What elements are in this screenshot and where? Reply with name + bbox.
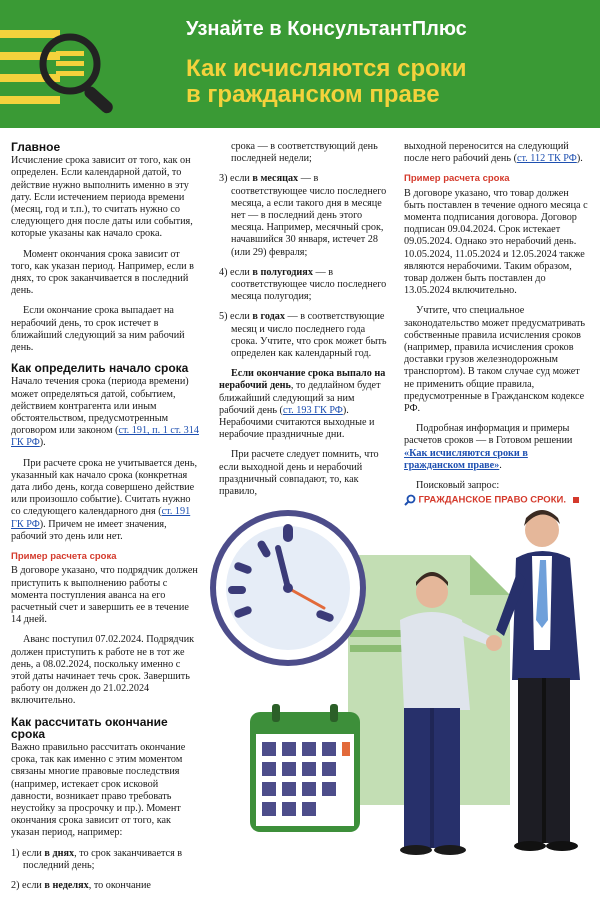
list-item: 5) если в годах — в соответствующие месяц и число последнего года срока. Учтите, что срок может быть определен как календарный год.: [219, 311, 387, 360]
column-3: [404, 141, 590, 507]
example-text: В договоре указано, что подрядчик должен приступить к выполнению работы с момента поступления аванса на его расчетный счет и завершить ее в течение 14 дней.: [11, 565, 198, 626]
search-label: Поисковый запрос:: [416, 480, 500, 492]
paragraph: При расчете следует помнить, что если выходной день и нерабочий праздничный совпадают, то, как правило,: [219, 449, 379, 498]
example-title: Пример расчета срока: [404, 173, 510, 185]
paragraph: Учтите, что специальное законодательство может предусматривать собственные правила исчисления сроков (например, правила исчисления сроков доставки грузов железнодорожным транспортом). В таком случае суд может не применить общие правила, предусмотренные в Гражданском кодексе РФ.: [404, 305, 586, 415]
heading-start: Как определить начало срока: [11, 361, 189, 376]
search-query[interactable]: ГРАЖДАНСКОЕ ПРАВО СРОКИ.: [418, 494, 566, 506]
list-item: 1) если в днях, то срок заканчивается в последний день;: [11, 847, 183, 871]
calendar-icon: [250, 704, 360, 832]
column-1: [11, 141, 199, 900]
paragraph: Если окончание срока выпадает на нерабочий день, то срок истечет в ближайший следующий за ним рабочий день.: [11, 305, 185, 354]
header-title: Узнайте в КонсультантПлюс: [186, 18, 467, 40]
paragraph: Исчисление срока зависит от того, как он определен. Если календарной датой, то действие нужно выполнить именно в эту дату. Если истечением периода времени (месяц, год и т.п.), то считать нужно со следующего дня после даты или события, которые указаны как начало срока.: [11, 155, 193, 240]
list-item: 3) если в месяцах — в соответствующее число последнего месяца, а если такого дня в месяце нет — в последний день этого месяца. Например, месячный срок, начавшийся 30 января, истечет 28 (или 29) февраля;: [219, 173, 387, 258]
illustration: [200, 500, 600, 858]
paragraph: Начало течения срока (периода времени) может определяться датой, событием, действием контрагента или иным обстоятельством, предусмотренным договором или законом (ст. 191, п. 1 ст. 314 ГК РФ).: [11, 376, 199, 449]
heading-end: Как рассчитать окончание срока: [11, 714, 168, 741]
list-item-continued: срока — в соответствующий день последней недели;: [231, 141, 378, 165]
example-text: Аванс поступил 07.02.2024. Подрядчик должен приступить к работе не в тот же день, а 08.02.2024, поскольку именно с этой даты начинает течь срок. Завершить работу он должен до 21.02.2024 включительно.: [11, 634, 195, 707]
law-link[interactable]: ст. 191 ГК РФ: [11, 506, 191, 530]
ready-solution-link[interactable]: «Как исчисляются сроки в гражданском праве»: [404, 447, 528, 471]
paragraph: Важно правильно рассчитать окончание срока, так как именно с этим моментом связаны многие правовые последствия (например, истекает срок исковой давности, возникает право требовать неустойку за просрочку и пр.). Момент окончания срока зависит от того, как указан период, например:: [11, 741, 186, 839]
heading-main: Главное: [11, 140, 61, 154]
paragraph: Подробная информация и примеры расчетов сроков — в Готовом решении «Как исчисляются сроки в гражданском праве».: [404, 423, 573, 471]
handshake: [486, 635, 502, 651]
list-item: 4) если в полугодиях — в соответствующее число последнего месяца полугодия;: [219, 266, 387, 303]
law-link[interactable]: ст. 112 ТК РФ: [516, 153, 577, 165]
paragraph: При расчете срока не учитывается день, указанный как начало срока (конкретная дата либо день, когда совершено действие или произошло событие). Считать нужно со следующего календарного дня (ст. 191 ГК РФ). Причем не имеет значения, рабочий это день или нет.: [11, 457, 198, 542]
list-item: 2) если в неделях, то окончание: [11, 879, 151, 891]
example-title: Пример расчета срока: [11, 551, 117, 563]
column-2: [219, 141, 391, 506]
header-subtitle: Как исчисляются сроки в гражданском праве: [186, 55, 467, 108]
paragraph: Момент окончания срока зависит от того, как указан период. Например, если в днях, то срок заканчивается в последний день.: [11, 248, 194, 297]
magnifier-icon: [20, 20, 138, 120]
law-link[interactable]: ст. 193 ГК РФ: [282, 404, 343, 416]
clock-icon: [210, 510, 366, 666]
law-link[interactable]: ст. 191, п. 1 ст. 314 ГК РФ: [11, 425, 199, 449]
example-text: В договоре указано, что товар должен быть поставлен в течение одного месяца с момента подписания договора. Договор подписан 09.04.2024. Срок истекает 09.05.2024. Однако это нерабочий день. 10.05.2024, 11.05.2024 и 12.05.2024 также являются нерабочими. Таким образом, товар должен быть поставлен до 13.05.2024 включительно.: [404, 187, 588, 297]
header-banner: [0, 0, 600, 128]
paragraph: Если окончание срока выпало на нерабочий день, то дедлайном будет ближайший следующий за ним рабочий день (ст. 193 ГК РФ). Нерабочими считаются выходные и нерабочие праздничные дни.: [219, 368, 386, 441]
paragraph: выходной переносится на следующий после него рабочий день (ст. 112 ТК РФ).: [404, 141, 583, 165]
